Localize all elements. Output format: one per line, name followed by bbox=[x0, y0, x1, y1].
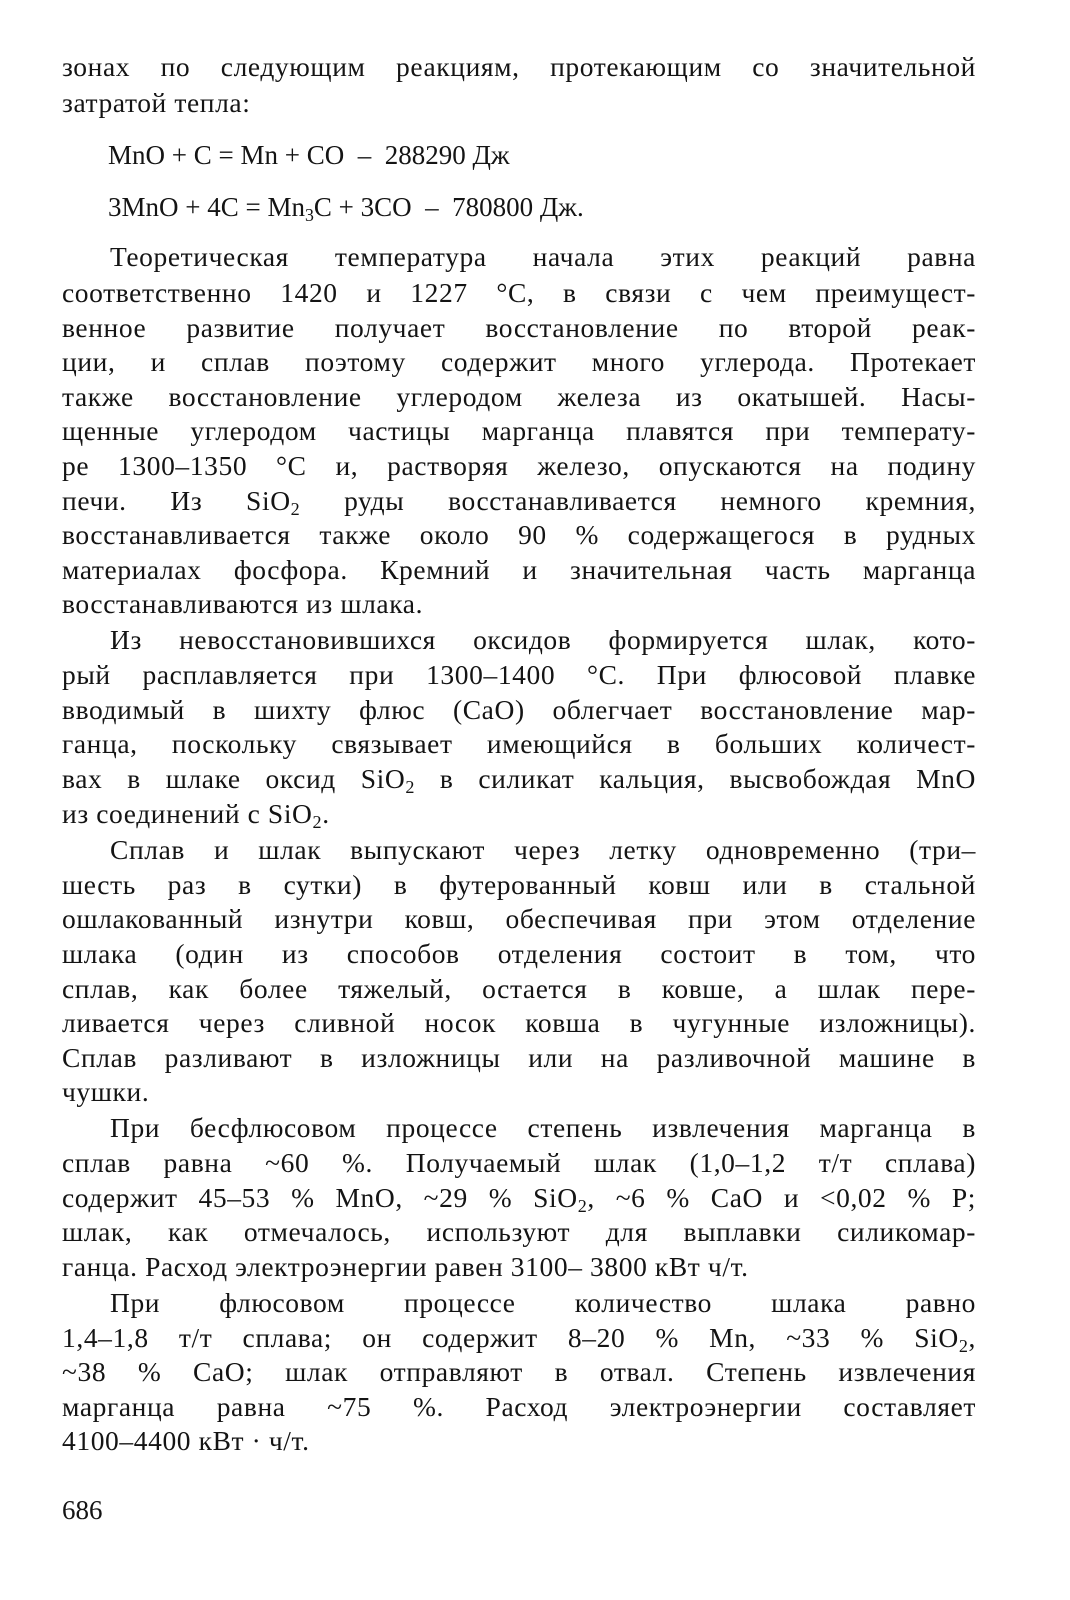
text-line: Из невосстановившихся оксидов формируется шлак, кото- bbox=[110, 624, 976, 655]
text-line: ливается через сливной носок ковша в чугунные изложницы). bbox=[62, 1007, 976, 1038]
text-line: 4100–4400 кВт · ч/т. bbox=[62, 1425, 310, 1456]
text-line: щенные углеродом частицы марганца плавятся при температу- bbox=[62, 415, 976, 446]
text-line: марганца равна ~75 %. Расход электроэнергии составляет bbox=[62, 1391, 976, 1422]
text-line: ганца. Расход электроэнергии равен 3100– 3800 кВт ч/т. bbox=[62, 1251, 749, 1282]
text-line: Теоретическая температура начала этих реакций равна bbox=[110, 241, 976, 272]
text-line: восстанавливаются из шлака. bbox=[62, 588, 424, 619]
text-line: шлака (один из способов отделения состоит в том, что bbox=[62, 938, 976, 969]
text-line: зонах по следующим реакциям, протекающим со значительной bbox=[62, 51, 976, 82]
page-number: 686 bbox=[62, 1495, 103, 1525]
text-line: содержит 45–53 % MnO, ~29 % SiO$_2$, ~6 % CaO и <0,02 % P; bbox=[62, 1182, 976, 1217]
text-line: шесть раз в сутки) в футерованный ковш или в стальной bbox=[62, 869, 976, 900]
text-line: Сплав разливают в изложницы или на разливочной машине в bbox=[62, 1042, 976, 1073]
text-line: также восстановление углеродом железа из окатышей. Насы- bbox=[62, 381, 976, 412]
text-line: венное развитие получает восстановление по второй реак- bbox=[62, 312, 976, 343]
text-line: При флюсовом процессе количество шлака равно bbox=[110, 1287, 976, 1318]
text-line: рый расплавляется при 1300–1400 °С. При флюсовой плавке bbox=[62, 659, 976, 690]
text-line: материалах фосфора. Кремний и значительная часть марганца bbox=[62, 554, 976, 585]
reaction-equation: MnO + C = Mn + CO – 288290 Дж bbox=[108, 140, 510, 170]
text-line: из соединений с SiO$_2$. bbox=[62, 798, 330, 833]
text-line: ~38 % CaO; шлак отправляют в отвал. Степень извлечения bbox=[62, 1356, 976, 1387]
text-line: шлак, как отмечалось, используют для выплавки силикомар- bbox=[62, 1216, 976, 1247]
text-line: затратой тепла: bbox=[62, 87, 251, 118]
text-line: чушки. bbox=[62, 1076, 150, 1107]
text-line: 1,4–1,8 т/т сплава; он содержит 8–20 % Mn, ~33 % SiO$_2$, bbox=[62, 1322, 976, 1357]
text-line: вах в шлаке оксид SiO$_2$ в силикат кальция, высвобождая MnO bbox=[62, 763, 976, 798]
text-line: ции, и сплав поэтому содержит много углерода. Протекает bbox=[62, 346, 976, 377]
text-line: вводимый в шихту флюс (СаО) облегчает восстановление мар- bbox=[62, 694, 976, 725]
text-line: ганца, поскольку связывает имеющийся в больших количест- bbox=[62, 728, 976, 759]
text-line: При бесфлюсовом процессе степень извлечения марганца в bbox=[110, 1112, 976, 1143]
text-line: сплав равна ~60 %. Получаемый шлак (1,0–1,2 т/т сплава) bbox=[62, 1147, 976, 1178]
text-line: ошлакованный изнутри ковш, обеспечивая при этом отделение bbox=[62, 903, 976, 934]
text-line: сплав, как более тяжелый, остается в ковше, а шлак пере- bbox=[62, 973, 976, 1004]
text-line: печи. Из SiO$_2$ руды восстанавливается немного кремния, bbox=[62, 485, 976, 520]
text-line: ре 1300–1350 °С и, растворяя железо, опускаются на подину bbox=[62, 450, 976, 481]
reaction-equation: $3MnO + 4C = Mn_3C + 3CO - 780800$ Дж. bbox=[108, 192, 584, 225]
text-line: восстанавливается также около 90 % содержащегося в рудных bbox=[62, 519, 976, 550]
text-line: Сплав и шлак выпускают через летку одновременно (три– bbox=[110, 834, 976, 865]
text-line: соответственно 1420 и 1227 °С, в связи с чем преимущест- bbox=[62, 277, 976, 308]
